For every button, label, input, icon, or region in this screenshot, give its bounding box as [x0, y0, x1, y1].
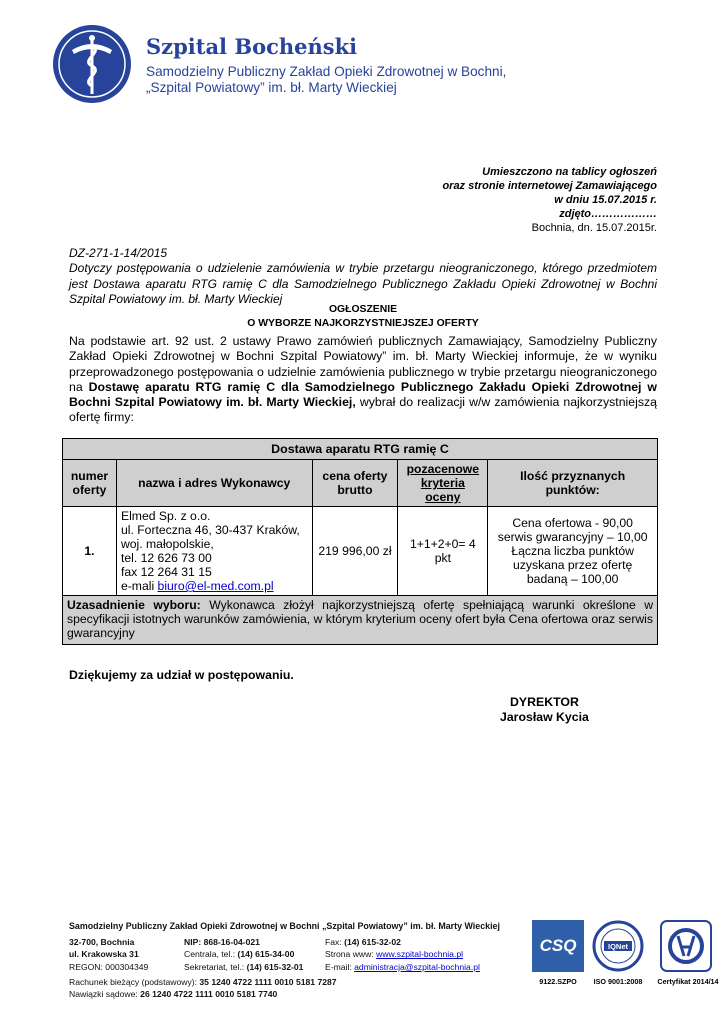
- signature-role: DYREKTOR: [510, 695, 579, 709]
- reference-subject: Dotyczy postępowania o udzielenie zamówienia w trybie przetargu nieograniczonego, którego przedmiotem jest Dostawa aparatu RTG ramię C dla Samodzielnego Publicznego Zakładu Opieki Zdrowotnej w Bochni Szpital Powiatowy im. bł. Marty Wieckiej: [69, 261, 657, 306]
- contractor-tel: tel. 12 626 73 00: [120, 551, 212, 565]
- justification-cell: [63, 596, 658, 645]
- footer-centrala-label: Centrala, tel.:: [184, 949, 238, 960]
- iqnet-label: ISO 9001:2008: [593, 977, 643, 986]
- footer-bank: [69, 976, 337, 1001]
- header-points: Ilość przyznanych punktów:: [488, 460, 658, 507]
- contractor-fax: fax 12 264 31 15: [120, 565, 212, 579]
- offers-table: [62, 438, 658, 645]
- notice-line4: zdjęto………………: [559, 208, 657, 220]
- header-price: cena oferty brutto: [312, 460, 398, 507]
- footer-deposit-account: 26 1240 4722 1111 0010 5181 7740: [140, 989, 278, 1000]
- csq-label: 9122.SZPO: [539, 977, 577, 986]
- signature-block: [500, 695, 589, 725]
- footer-street: ul. Krakowska 31: [69, 949, 139, 960]
- paragraph-bold: Dostawę aparatu RTG ramię C dla Samodzielnego Publicznego Zakładu Opieki Zdrowotnej w Bochni Szpital Powiatowy im. bł. Marty Wieckiej,: [69, 379, 657, 410]
- footer-nip: NIP: 868-16-04-021: [184, 937, 260, 947]
- hospital-subtitle-line2: „Szpital Powiatowy” im. bł. Marty Wieckiej: [146, 80, 397, 95]
- justification-label: Uzasadnienie wyboru:: [67, 598, 201, 612]
- footer-email-label: E-mail:: [325, 961, 355, 972]
- points-total: Łączna liczba punktów uzyskana przez ofertę badaną – 100,00: [511, 544, 634, 586]
- email-label: e-mali: [120, 579, 158, 593]
- hospital-logo: [52, 24, 132, 104]
- paragraph-part1: Na podstawie art. 92 ust. 2 ustawy Prawo zamówień publicznych Zamawiający, Samodzielny Publiczny Zakład Opieki Zdrowotnej w Bochni Szpital Powiatowy” im. bł. Marty Wieckiej informuje, że w wyniku przeprowadzonego postępowania o udzielnie zamówienia publicznego w trybie przetargu nieograniczonego na: [69, 334, 657, 394]
- quality-label: Certyfikat 2014/14: [657, 977, 719, 986]
- table-header-row: [63, 460, 658, 507]
- footer-title: Samodzielny Publiczny Zakład Opieki Zdrowotnej w Bochni „Szpital Powiatowy” im. bł. Marty Wieckiej: [69, 921, 500, 931]
- document-subtitle: O WYBORZE NAJKORZYSTNIEJSZEJ OFERTY: [247, 318, 479, 329]
- footer-sekretariat: (14) 615-32-01: [246, 961, 304, 972]
- quality-seal-icon: [660, 920, 712, 972]
- offer-criteria: 1+1+2+0= 4 pkt: [398, 507, 488, 596]
- hospital-name: Szpital Bocheński: [146, 34, 358, 59]
- footer-deposit-label: Nawiązki sądowe:: [69, 989, 141, 1000]
- announcement-paragraph: [69, 334, 657, 426]
- points-price: Cena ofertowa - 90,00: [512, 516, 633, 530]
- footer-regon: REGON: 000304349: [69, 961, 149, 972]
- thanks-text: Dziękujemy za udział w postępowaniu.: [69, 668, 294, 682]
- justification-row: [63, 596, 658, 645]
- offer-number: 1.: [63, 507, 117, 596]
- contractor-email-line: [121, 579, 308, 593]
- footer-address: [69, 936, 148, 973]
- reference-number: DZ-271-1-14/2015: [69, 246, 168, 260]
- paragraph-part2: wybrał do realizacji w/w zamówienia najkorzystniejszą ofertę firmy:: [69, 395, 657, 425]
- contractor-name: Elmed Sp. z o.o.: [120, 509, 211, 523]
- header-number: numer oferty: [63, 460, 117, 507]
- quality-certificate-logo: [660, 920, 712, 972]
- table-row: [63, 507, 658, 596]
- header-contractor: nazwa i adres Wykonawcy: [116, 460, 312, 507]
- footer-www-label: Strona www:: [325, 949, 377, 960]
- footer-phones: [184, 936, 303, 973]
- points-warranty: serwis gwarancyjny – 10,00: [497, 530, 648, 544]
- contractor-email-link[interactable]: biuro@el-med.com.pl: [157, 579, 274, 593]
- contractor-region: woj. małopolskie,: [120, 537, 214, 551]
- reference-block: [69, 246, 657, 307]
- offer-points: [488, 507, 658, 596]
- place-date: Bochnia, dn. 15.07.2015r.: [531, 222, 657, 234]
- table-title: Dostawa aparatu RTG ramię C: [63, 439, 658, 460]
- footer-city: 32-700, Bochnia: [69, 937, 135, 947]
- footer-bank-label: Rachunek bieżący (podstawowy):: [69, 977, 200, 987]
- justification-text: Wykonawca złożył najkorzystniejszą ofertę spełniającą warunki określone w specyfikacji istotnych warunków zamówienia, w którym kryterium oceny ofert była Cena ofertowa oraz serwis gwarancyjny: [67, 598, 654, 640]
- contractor-street: ul. Forteczna 46, 30-437 Kraków,: [120, 523, 300, 537]
- notice-line2: oraz stronie internetowej Zamawiającego: [442, 180, 657, 192]
- document-title: OGŁOSZENIE: [328, 304, 398, 315]
- notice-line1: Umieszczono na tablicy ogłoszeń: [482, 166, 657, 178]
- csq-logo-text: CSQ: [539, 936, 577, 955]
- header-criteria: pozacenowe kryteria oceny: [398, 460, 488, 507]
- footer-contacts: [325, 936, 480, 973]
- hospital-subtitle-line1: Samodzielny Publiczny Zakład Opieki Zdrowotnej w Bochni,: [146, 64, 507, 79]
- iqnet-certificate-logo: [592, 920, 644, 972]
- footer-sekretariat-label: Sekretariat, tel.:: [184, 961, 247, 972]
- signature-name: Jarosław Kycia: [500, 710, 589, 724]
- iqnet-logo-text: IQNet: [607, 942, 628, 951]
- footer-centrala: (14) 615-34-00: [237, 949, 295, 960]
- footer-www-link[interactable]: www.szpital-bochnia.pl: [376, 949, 464, 960]
- offer-price: 219 996,00 zł: [312, 507, 398, 596]
- posting-notice: [442, 165, 657, 235]
- contractor-cell: [116, 507, 312, 596]
- csq-certificate-logo: [532, 920, 584, 972]
- footer-email-link[interactable]: administracja@szpital-bochnia.pl: [354, 961, 480, 972]
- notice-line3: w dniu 15.07.2015 r.: [554, 194, 657, 206]
- footer-bank-account: 35 1240 4722 1111 0010 5181 7287: [199, 977, 337, 987]
- footer-fax: (14) 615-32-02: [344, 937, 401, 947]
- footer-fax-label: Fax:: [325, 937, 345, 947]
